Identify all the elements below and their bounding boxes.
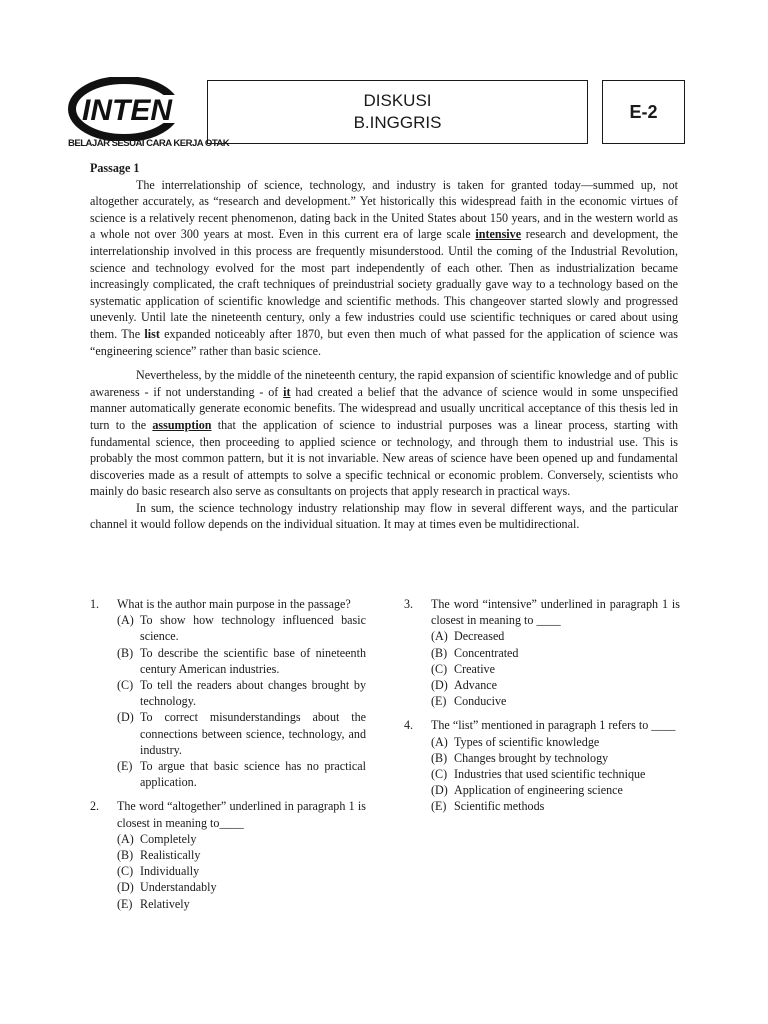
option-text: Advance (454, 678, 497, 693)
option-text: Application of engineering science (454, 783, 623, 798)
option-letter: (D) (117, 880, 134, 895)
option-text: Concentrated (454, 645, 519, 660)
question-number: 4. (404, 718, 414, 733)
inten-logo-mark (68, 77, 208, 141)
option-text: Understandably (140, 880, 217, 895)
option[interactable] (117, 645, 366, 677)
passage (90, 160, 678, 533)
question-1 (90, 596, 366, 790)
paragraph-1-text-c: expanded noticeably after 1870, but even then much of what passed for the application of science was “engineering science” rather than basic science. (90, 326, 678, 358)
option-letter: (C) (117, 678, 134, 693)
option-letter: (D) (431, 678, 448, 693)
paragraph-1 (90, 177, 678, 360)
option[interactable] (431, 734, 680, 750)
worksheet-code: E-2 (629, 101, 658, 122)
option[interactable] (117, 847, 366, 863)
question-text: What is the author main purpose in the passage? (117, 597, 351, 611)
option-letter: (D) (431, 783, 448, 798)
option[interactable] (431, 798, 680, 814)
question-number: 1. (90, 597, 100, 611)
logo-text: INTEN (82, 94, 172, 127)
option-letter: (D) (117, 710, 134, 725)
option[interactable] (117, 612, 366, 644)
option[interactable] (117, 758, 366, 790)
option[interactable] (431, 677, 680, 693)
option-letter: (E) (431, 799, 447, 814)
option-text: To describe the scientific base of nineteenth century American industries. (140, 645, 366, 676)
option[interactable] (431, 645, 680, 661)
question-text: The word “altogether” underlined in paragraph 1 is closest in meaning to____ (117, 799, 366, 830)
paragraph-3: In sum, the science technology industry relationship may flow in several different ways, and the particular channel it would follow depends on the individual situation. It may at times even be multidirectional. (90, 500, 678, 532)
option-text: Completely (140, 831, 197, 846)
logo-tagline: BELAJAR SESUAI CARA KERJA OTAK (68, 138, 230, 149)
question-number: 2. (90, 799, 100, 814)
option-letter: (C) (117, 864, 134, 879)
question-4 (404, 717, 680, 814)
passage-title: Passage 1 (90, 161, 140, 175)
code-box (602, 80, 685, 144)
title-line-2: B.INGGRIS (353, 113, 442, 132)
option[interactable] (117, 709, 366, 758)
option-letter: (B) (431, 645, 448, 660)
option-text: Industries that used scientific technique (454, 767, 646, 782)
option-text: Creative (454, 661, 495, 676)
option-letter: (C) (431, 767, 448, 782)
option-letter: (A) (431, 734, 448, 749)
option-text: Changes brought by technology (454, 750, 609, 765)
option-letter: (B) (117, 848, 134, 863)
option-letter: (A) (117, 831, 134, 846)
option[interactable] (117, 831, 366, 847)
option[interactable] (117, 863, 366, 879)
questions-right-column (404, 596, 680, 823)
option-text: Decreased (454, 629, 505, 644)
option-letter: (A) (117, 613, 134, 628)
title-line-1: DISKUSI (363, 91, 432, 110)
paragraph-2-text-a: Nevertheless, by the middle of the nineteenth century, the rapid expansion of scientific knowledge and of public awareness - if not understanding - of (90, 368, 678, 399)
paragraph-2 (90, 367, 678, 500)
option-letter: (E) (117, 896, 133, 911)
option-text: Individually (140, 864, 200, 879)
question-2 (90, 798, 366, 911)
option-letter: (B) (117, 645, 134, 660)
question-number: 3. (404, 597, 414, 611)
option[interactable] (431, 766, 680, 782)
option[interactable] (431, 750, 680, 766)
option-text: Scientific methods (454, 799, 545, 814)
title-box (207, 80, 588, 144)
option-text: Conducive (454, 694, 507, 709)
option-text: Relatively (140, 896, 190, 911)
option[interactable] (431, 782, 680, 798)
questions-left-column (90, 596, 366, 920)
question-3 (404, 596, 680, 709)
keyword-intensive: intensive (475, 227, 522, 242)
option-letter: (E) (117, 759, 133, 774)
option-letter: (B) (431, 750, 448, 765)
option-text: To show how technology influenced basic science. (140, 613, 366, 644)
option-text: To correct misunderstandings about the connections between science, technology, and industry. (140, 710, 366, 757)
option[interactable] (431, 693, 680, 709)
option-text: To tell the readers about changes brought by technology. (140, 678, 366, 709)
option[interactable] (117, 879, 366, 895)
option[interactable] (117, 896, 366, 912)
paragraph-2-text-b: had created a belief that the advance of science would in some unspecified manner automatically generate economic benefits. The widespread and usually uncritical acceptance of this thesis led in turn to the (90, 384, 678, 432)
keyword-it: it (283, 384, 291, 399)
keyword-assumption: assumption (152, 417, 212, 432)
option-text: Types of scientific knowledge (454, 734, 600, 749)
option-letter: (E) (431, 694, 447, 709)
option[interactable] (431, 661, 680, 677)
option-text: Realistically (140, 848, 201, 863)
option-letter: (A) (431, 629, 448, 644)
paragraph-1-text-b: research and development, the interrelationship involved in this process are frequently misunderstood. Until the coming of the Industrial Revolution, science and technology evolved for the most part independently of each other. Then as industrialization became increasingly complicated, the craft techniques of preindustrial society gradually gave way to a technology based on the systematic application of scientific knowledge and scientific methods. This changeover started slowly and progressed unevenly. Until late the nineteenth century, only a few industries could use scientific techniques or cared about using them. The (90, 227, 678, 341)
paragraph-1-text-a: The interrelationship of science, technology, and industry is taken for granted today—summed up, not altogether accurately, as “research and development.” Yet historically this widespread faith in the economic virtues of science is a relatively recent phenomenon, dating back in the United States about 150 years, and in the western world as a whole not over 300 years at most. Even in this current era of large scale (90, 177, 678, 242)
question-text: The word “intensive” underlined in paragraph 1 is closest in meaning to ____ (431, 597, 680, 628)
keyword-list: list (144, 326, 160, 341)
question-text: The “list” mentioned in paragraph 1 refers to ____ (431, 718, 676, 733)
paragraph-2-text-c: that the application of science to industrial purposes was a linear process, starting with fundamental science, then proceeding to applied science or technology, and through them to industrial use. This is probably the most common pattern, but it is not invariable. New areas of science have been opened up and fundamental discoveries made as a result of attempts to solve a specific technical or economic problem. Conversely, scientists who mainly do basic research also serve as consultants on projects that apply research in practical ways. (90, 417, 678, 499)
option-text: To argue that basic science has no practical application. (140, 759, 366, 790)
option-letter: (C) (431, 661, 448, 676)
option[interactable] (431, 628, 680, 644)
option[interactable] (117, 677, 366, 709)
